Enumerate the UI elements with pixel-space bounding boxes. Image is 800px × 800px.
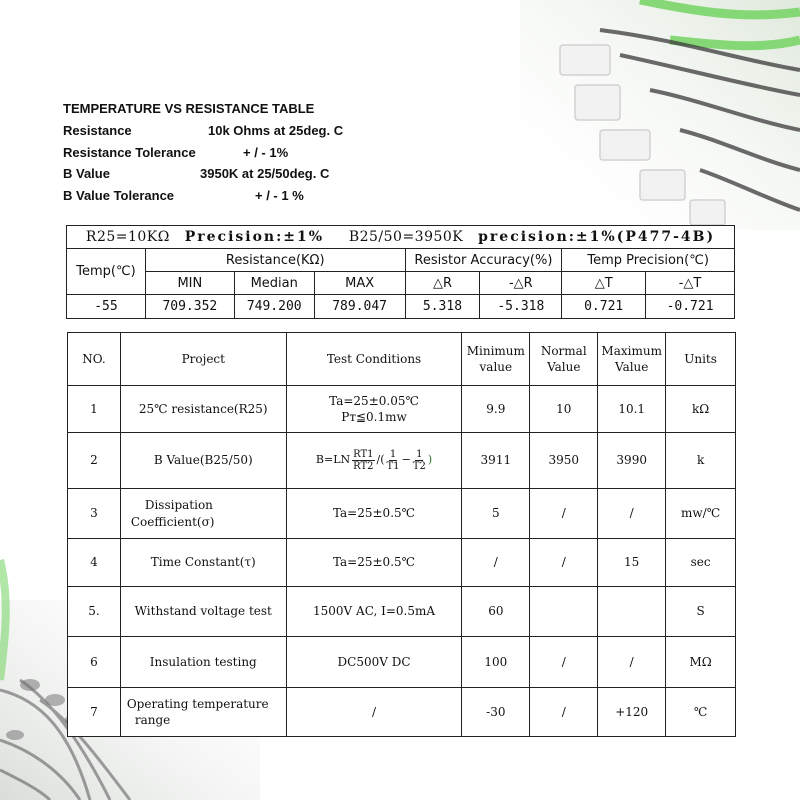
table-row <box>68 539 736 587</box>
cell-max: 15 <box>598 539 666 587</box>
cell-no: 4 <box>68 539 121 587</box>
header-minimum-line2: value <box>479 360 513 374</box>
cell-dr-pos: 5.318 <box>405 295 480 319</box>
accuracy-group-header: Resistor Accuracy(%) <box>405 249 562 272</box>
cell-min: 709.352 <box>145 295 234 319</box>
spec-label-bvalue-tolerance: B Value Tolerance <box>63 188 175 203</box>
header-maximum <box>598 333 666 386</box>
cell-normal: / <box>530 539 598 587</box>
cell-min: 3911 <box>462 433 530 489</box>
cell-no: 3 <box>68 489 121 539</box>
table-row <box>68 688 736 737</box>
project-line: Coefficient(σ) <box>130 514 215 529</box>
cell-max: / <box>598 637 666 688</box>
cell-conditions: 1500V AC, I=0.5mA <box>286 587 462 637</box>
formula-f1-den: T1 <box>386 461 400 472</box>
header-conditions: Test Conditions <box>286 333 462 386</box>
cell-no: 1 <box>68 386 121 433</box>
cell-min: / <box>462 539 530 587</box>
header-project: Project <box>120 333 286 386</box>
header-no: NO. <box>68 333 121 386</box>
col-delta-r-neg: -△R <box>480 272 562 295</box>
cell-no: 6 <box>68 637 121 688</box>
formula-r-num: RT1 <box>353 449 374 460</box>
condition-line: Ta=25±0.05℃ <box>329 393 419 408</box>
header-b-precision: precision:±1%(P477-4B) <box>478 229 716 245</box>
cell-min: 9.9 <box>462 386 530 433</box>
formula-ratio <box>352 449 374 472</box>
spec-title: TEMPERATURE VS RESISTANCE TABLE <box>63 101 315 116</box>
col-delta-r-pos: △R <box>405 272 480 295</box>
cell-max: 789.047 <box>314 295 405 319</box>
cell-units: ℃ <box>666 688 736 737</box>
header-units: Units <box>666 333 736 386</box>
cell-max: 10.1 <box>598 386 666 433</box>
header-maximum-line2: Value <box>615 360 649 374</box>
resistance-group-header: Resistance(KΩ) <box>145 249 405 272</box>
cell-normal <box>530 587 598 637</box>
header-precision: Precision:±1% <box>184 229 325 245</box>
cell-conditions: Ta=25±0.5℃ <box>286 539 462 587</box>
formula-minus: − <box>401 453 411 467</box>
cell-min: -30 <box>462 688 530 737</box>
header-minimum <box>462 333 530 386</box>
project-line: Dissipation <box>144 498 213 513</box>
spec-value-tolerance: + / - 1% <box>243 145 289 160</box>
spec-label-resistance: Resistance <box>63 123 132 138</box>
header-minimum-line1: Minimum <box>466 343 525 358</box>
col-delta-t-neg: -△T <box>646 272 735 295</box>
formula-lead: B=LN <box>315 453 351 467</box>
formula-f2-num: 1 <box>416 449 423 460</box>
cell-temp: -55 <box>67 295 146 319</box>
cell-normal: / <box>530 489 598 539</box>
project-line: Operating temperature <box>126 696 269 711</box>
header-b-value: B25/50=3950K <box>348 229 464 245</box>
condition-line: Pᴛ≦0.1mw <box>341 410 407 424</box>
cell-max: +120 <box>598 688 666 737</box>
cell-units: MΩ <box>666 637 736 688</box>
col-max: MAX <box>314 272 405 295</box>
cell-min: 100 <box>462 637 530 688</box>
cell-no: 2 <box>68 433 121 489</box>
cell-median: 749.200 <box>234 295 314 319</box>
cell-conditions: / <box>286 688 462 737</box>
spec-label-tolerance: Resistance Tolerance <box>63 145 196 160</box>
formula-frac-1 <box>387 449 400 472</box>
cell-max: / <box>598 489 666 539</box>
table-row <box>68 433 736 489</box>
formula-r-den: RT2 <box>353 461 374 472</box>
col-median: Median <box>234 272 314 295</box>
cell-normal: 3950 <box>530 433 598 489</box>
project-line: range <box>134 713 171 727</box>
cell-project: Insulation testing <box>120 637 286 688</box>
table1-header <box>67 226 735 249</box>
col-delta-t-pos: △T <box>562 272 646 295</box>
cell-units: kΩ <box>666 386 736 433</box>
formula-frac-2 <box>413 449 426 472</box>
cell-project <box>120 688 286 737</box>
header-normal-line1: Normal <box>540 343 587 358</box>
spec-value-bvalue-tolerance: + / - 1 % <box>255 188 304 203</box>
formula-slash: /( <box>376 453 385 467</box>
table-row <box>67 295 735 319</box>
cell-min: 60 <box>462 587 530 637</box>
specification-table <box>67 332 736 737</box>
table-row <box>68 489 736 539</box>
cell-project: B Value(B25/50) <box>120 433 286 489</box>
spec-label-bvalue: B Value <box>63 166 110 181</box>
table-row <box>68 386 736 433</box>
cell-no: 5. <box>68 587 121 637</box>
cell-project <box>120 489 286 539</box>
table-row <box>68 587 736 637</box>
cell-min: 5 <box>462 489 530 539</box>
cell-normal: / <box>530 688 598 737</box>
header-normal <box>530 333 598 386</box>
cell-dr-neg: -5.318 <box>480 295 562 319</box>
cell-conditions: Ta=25±0.5℃ <box>286 489 462 539</box>
cell-max: 3990 <box>598 433 666 489</box>
formula-f2-den: T2 <box>412 461 426 472</box>
temp-precision-group-header: Temp Precision(℃) <box>562 249 735 272</box>
cell-normal: / <box>530 637 598 688</box>
spec-value-resistance: 10k Ohms at 25deg. C <box>208 123 344 138</box>
header-normal-line2: Value <box>547 360 581 374</box>
spec-value-bvalue: 3950K at 25/50deg. C <box>200 166 330 181</box>
cell-conditions <box>286 386 462 433</box>
formula-f1-num: 1 <box>389 449 397 460</box>
cell-normal: 10 <box>530 386 598 433</box>
cell-dt-neg: -0.721 <box>646 295 735 319</box>
table-row <box>68 637 736 688</box>
header-maximum-line1: Maximum <box>601 343 662 358</box>
resistance-precision-table <box>66 225 735 319</box>
cell-units: mw/℃ <box>666 489 736 539</box>
header-r25: R25=10KΩ <box>85 229 170 245</box>
cell-max <box>598 587 666 637</box>
cell-units: sec <box>666 539 736 587</box>
b-value-formula <box>316 449 432 472</box>
cell-project: 25℃ resistance(R25) <box>120 386 286 433</box>
cell-conditions: DC500V DC <box>286 637 462 688</box>
formula-close: ) <box>427 453 433 467</box>
cell-units: S <box>666 587 736 637</box>
cell-dt-pos: 0.721 <box>562 295 646 319</box>
cell-no: 7 <box>68 688 121 737</box>
cell-conditions <box>286 433 462 489</box>
cell-project: Withstand voltage test <box>120 587 286 637</box>
col-min: MIN <box>145 272 234 295</box>
cell-units: k <box>666 433 736 489</box>
temp-header: Temp(℃) <box>67 249 146 295</box>
cell-project: Time Constant(τ) <box>120 539 286 587</box>
